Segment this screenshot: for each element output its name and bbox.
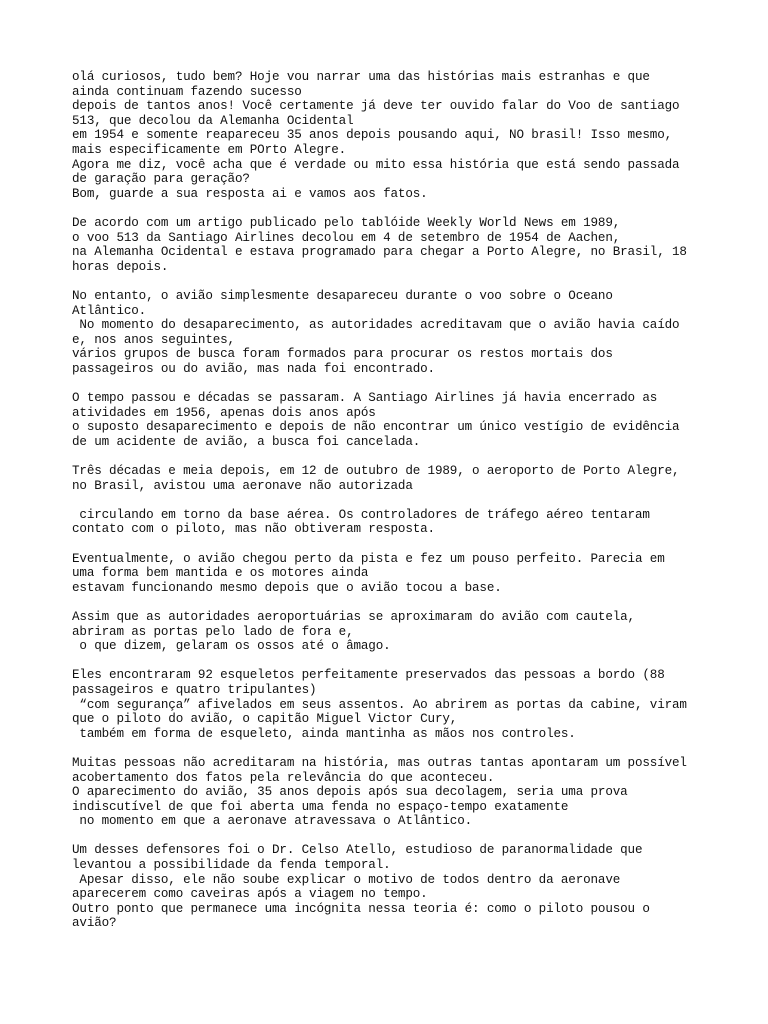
- text-line: O aparecimento do avião, 35 anos depois após sua decolagem, seria uma prova: [72, 785, 628, 800]
- text-line: [72, 493, 712, 508]
- text-line: No momento do desaparecimento, as autoridades acreditavam que o avião havia caído: [72, 318, 680, 333]
- text-line: e, nos anos seguintes,: [72, 332, 235, 347]
- text-line: mais especificamente em POrto Alegre.: [72, 142, 347, 157]
- text-line: olá curiosos, tudo bem? Hoje vou narrar uma das histórias mais estranhas e que: [72, 70, 650, 84]
- document-page: [72, 70, 712, 946]
- text-line: o voo 513 da Santiago Airlines decolou em 4 de setembro de 1954 de Aachen,: [72, 230, 621, 245]
- text-line: que o piloto do avião, o capitão Miguel Victor Cury,: [72, 712, 458, 727]
- paragraph: [72, 552, 712, 596]
- text-line: Três décadas e meia depois, em 12 de outubro de 1989, o aeroporto de Porto Alegre,: [72, 464, 680, 479]
- text-line: O tempo passou e décadas se passaram. A Santiago Airlines já havia encerrado as: [72, 391, 658, 406]
- paragraph: [72, 756, 712, 829]
- text-line: no momento em que a aeronave atravessava o Atlântico.: [72, 814, 473, 829]
- text-line: passageiros ou do avião, mas nada foi encontrado.: [72, 361, 435, 376]
- text-line: indiscutível de que foi aberta uma fenda no espaço-tempo exatamente: [72, 799, 569, 814]
- text-line: Um desses defensores foi o Dr. Celso Atello, estudioso de paranormalidade que: [72, 843, 643, 858]
- text-line: abriram as portas pelo lado de fora e,: [72, 624, 354, 639]
- text-line: em 1954 e somente reapareceu 35 anos depois pousando aqui, NO brasil! Isso mesmo,: [72, 128, 673, 143]
- text-line: avião?: [72, 916, 117, 931]
- text-line: aparecerem como caveiras após a viagem no tempo.: [72, 887, 428, 902]
- paragraph: [72, 70, 712, 201]
- text-line: 513, que decolou da Alemanha Ocidental: [72, 113, 354, 128]
- text-line: de um acidente de avião, a busca foi cancelada.: [72, 434, 421, 449]
- text-line: Assim que as autoridades aeroportuárias se aproximaram do avião com cautela,: [72, 609, 635, 624]
- text-line: Bom, guarde a sua resposta ai e vamos aos fatos.: [72, 186, 428, 201]
- text-line: o suposto desaparecimento e depois de não encontrar um único vestígio de evidência: [72, 420, 680, 435]
- paragraph: [72, 289, 712, 377]
- text-line: acobertamento dos fatos pela relevância do que aconteceu.: [72, 770, 495, 785]
- paragraph: [72, 843, 712, 931]
- text-line: “com segurança” afivelados em seus assentos. Ao abrirem as portas da cabine, viram: [72, 697, 687, 712]
- text-line: depois de tantos anos! Você certamente já deve ter ouvido falar do Voo de santiago: [72, 99, 680, 114]
- text-line: De acordo com um artigo publicado pelo tablóide Weekly World News em 1989,: [72, 215, 621, 230]
- text-line: estavam funcionando mesmo depois que o avião tocou a base.: [72, 580, 502, 595]
- text-line: ainda continuam fazendo sucesso: [72, 84, 302, 99]
- paragraph: [72, 391, 712, 449]
- text-line: vários grupos de busca foram formados para procurar os restos mortais dos: [72, 347, 613, 362]
- text-line: uma forma bem mantida e os motores ainda: [72, 566, 369, 581]
- paragraph: [72, 216, 712, 274]
- text-line: Agora me diz, você acha que é verdade ou mito essa história que está sendo passada: [72, 157, 680, 172]
- paragraph: [72, 668, 712, 741]
- text-line: levantou a possibilidade da fenda temporal.: [72, 858, 391, 873]
- text-line: Outro ponto que permanece uma incógnita nessa teoria é: como o piloto pousou o: [72, 901, 650, 916]
- text-line: também em forma de esqueleto, ainda mantinha as mãos nos controles.: [72, 726, 576, 741]
- text-line: atividades em 1956, apenas dois anos após: [72, 405, 376, 420]
- text-line: no Brasil, avistou uma aeronave não autorizada: [72, 478, 413, 493]
- text-line: Apesar disso, ele não soube explicar o motivo de todos dentro da aeronave: [72, 872, 621, 887]
- document-body: [72, 70, 712, 931]
- text-line: Eles encontraram 92 esqueletos perfeitamente preservados das pessoas a bordo (88: [72, 668, 665, 683]
- paragraph: [72, 464, 712, 537]
- text-line: Eventualmente, o avião chegou perto da pista e fez um pouso perfeito. Parecia em: [72, 551, 665, 566]
- text-line: circulando em torno da base aérea. Os controladores de tráfego aéreo tentaram: [72, 507, 650, 522]
- paragraph: [72, 610, 712, 654]
- text-line: contato com o piloto, mas não obtiveram resposta.: [72, 522, 435, 537]
- text-line: na Alemanha Ocidental e estava programado para chegar a Porto Alegre, no Brasil, 18: [72, 245, 687, 260]
- text-line: Atlântico.: [72, 303, 147, 318]
- text-line: horas depois.: [72, 259, 169, 274]
- text-line: o que dizem, gelaram os ossos até o âmago.: [72, 639, 391, 654]
- text-line: Muitas pessoas não acreditaram na história, mas outras tantas apontaram um possível: [72, 755, 687, 770]
- text-line: de garação para geração?: [72, 172, 250, 187]
- text-line: No entanto, o avião simplesmente desapareceu durante o voo sobre o Oceano: [72, 288, 613, 303]
- text-line: passageiros e quatro tripulantes): [72, 682, 317, 697]
